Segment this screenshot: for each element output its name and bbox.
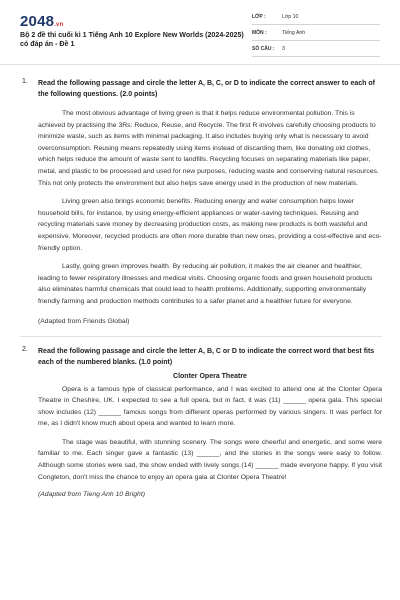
exam-content (20, 78, 382, 500)
header-divider (0, 64, 400, 65)
question-divider (20, 336, 382, 337)
question-2 (20, 346, 382, 501)
passage-paragraph: Living green also brings economic benefits. Reducing energy and water consumption helps lower household bills, for instance, by using energy-efficient appliances or water-saving techniques. Reusing and recycling materials save money by decreasing production costs, as making new products is both wasteful and expensive. Moreover, recycled products are often more durable than new ones, providing a cost-effective and eco-friendly option. (38, 198, 382, 252)
meta-label: LỚP : (252, 13, 266, 20)
meta-row-class (252, 9, 380, 25)
meta-label: MÔN : (252, 29, 267, 36)
page-header (0, 0, 400, 66)
meta-value: Lớp 10 (282, 13, 299, 20)
meta-label: SỐ CÂU : (252, 45, 275, 52)
passage-paragraph: Opera is a famous type of classical performance, and I was excited to attend one at the Clonter Opera Theatre in Cheshire, UK. I expected to see a full opera, but in fact, it was (11) ______ opera gala. This special show includes (12) ______ famous songs from different operas performed by various singers. It was perfect for me, as I didn't know much about opera and wanted to learn more. (38, 385, 382, 428)
logo-main: 2048 (20, 13, 55, 30)
question-1 (20, 78, 382, 337)
question-prompt: Read the following passage and circle the letter A, B, C, or D to indicate the correct answer to each of the following questions. (2.0 points) (38, 80, 375, 98)
meta-row-subject (252, 25, 380, 41)
passage-paragraph: Lastly, going green improves health. By reducing air pollution, it makes the air cleaner and healthier, leading to fewer respiratory illnesses and medical visits. Choosing organic foods and green household products also eliminates harmful chemicals that could lead to health problems. Additionally, supporting environmentally friendly farming and production methods contributes to a safer planet and a healthier future for everyone. (38, 263, 373, 305)
question-number: 1. (22, 78, 28, 85)
passage-title: Clonter Opera Theatre (173, 372, 247, 380)
passage-source: (Adapted from Friends Global) (38, 317, 130, 325)
logo-tld: .vn (54, 22, 64, 28)
meta-value: 3 (282, 45, 285, 52)
site-logo[interactable] (20, 13, 63, 30)
passage-paragraph: The most obvious advantage of living green is that it helps reduce environmental pollution. This is achieved by practising the 3Rs: Reduce, Reuse, and Recycle. The first R involves carefully choosing products to minimize waste, such as items with minimal packaging. It also includes buying only what is necessary to avoid overconsumption. Reusing means repeatedly using items instead of discarding them, like donating old clothes, which helps reduce the amount of waste sent to landfills. Recycling focuses on separating materials like paper, metal, and plastic to be processed and used for new purposes, reducing waste and conserving natural resources. This not only protects the environment but also helps save energy used in the production of new materials. (38, 110, 379, 187)
passage-source: (Adapted from Tieng Anh 10 Bright) (38, 491, 145, 499)
meta-value: Tiếng Anh (282, 29, 306, 36)
question-prompt: Read the following passage and circle the letter A, B, C or D to indicate the correct word that best fits each of the numbered blanks. (1.0 point) (38, 347, 375, 366)
document-title: Bộ 2 đề thi cuối kì 1 Tiếng Anh 10 Explore New Worlds (2024-2025) có đáp án - Đề 1 (20, 31, 244, 48)
question-number: 2. (22, 345, 28, 353)
passage-paragraph: The stage was beautiful, with stunning scenery. The songs were cheerful and energetic, and some were familiar to me. Each singer gave a fantastic (13) ______, and the stories in the songs were easy to follow. Although some stories were sad, the show ended with lively songs (14) ______ made everyone happy. If you visit Congleton, don't miss the chance to enjoy an opera gala at Clonter Opera Theatre! (38, 438, 382, 481)
meta-table (252, 9, 380, 57)
meta-row-count (252, 41, 380, 57)
